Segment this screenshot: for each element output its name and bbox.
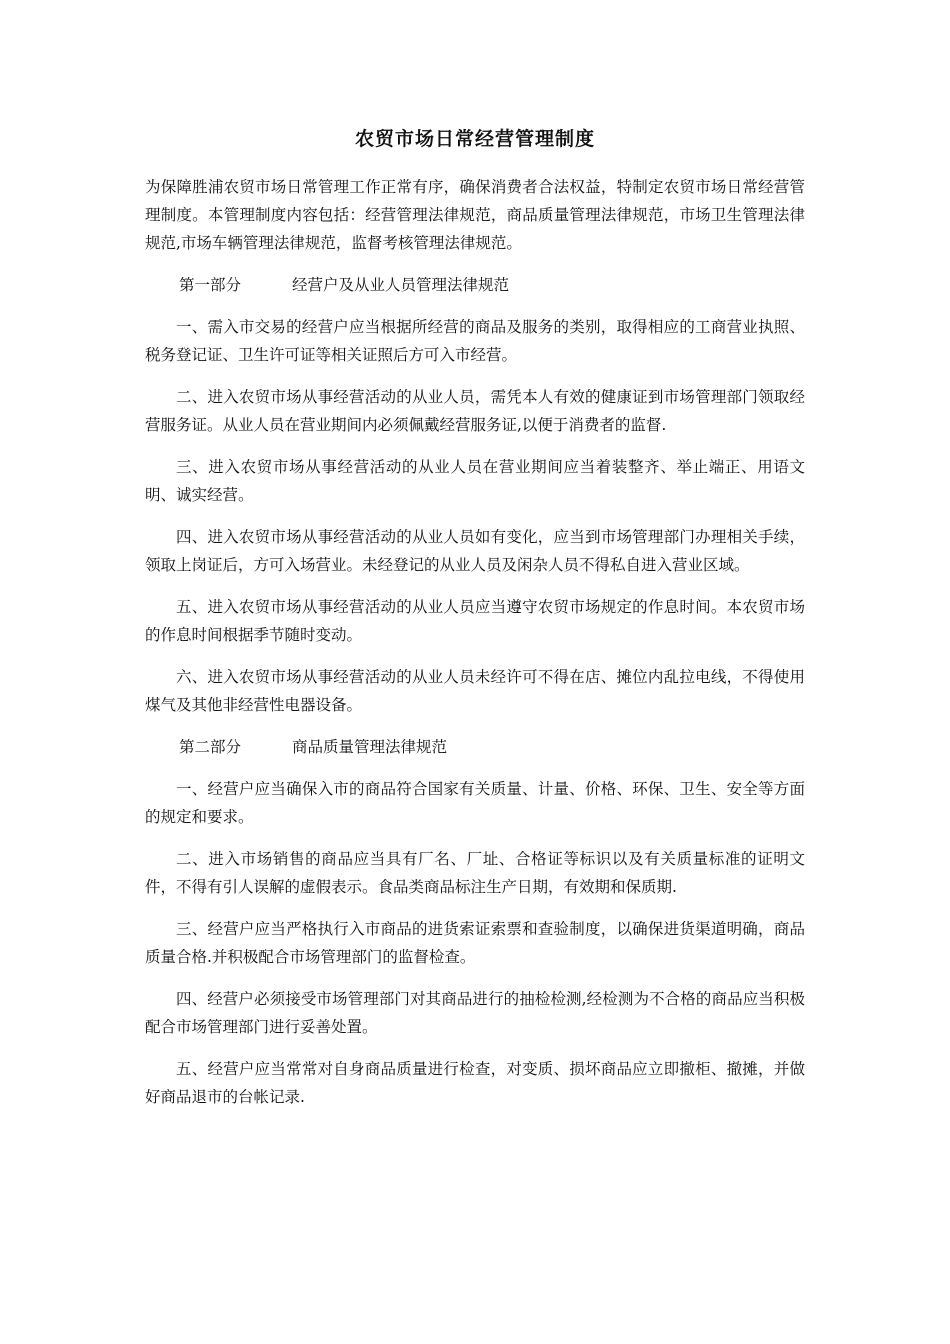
section-2-item-2: 二、进入市场销售的商品应当具有厂名、厂址、合格证等标识以及有关质量标准的证明文件，不得有引人误解的虚假表示。食品类商品标注生产日期，有效期和保质期.: [145, 850, 805, 896]
section-number: 第二部分: [179, 738, 242, 756]
document-title: 农贸市场日常经营管理制度: [354, 128, 595, 150]
section-1-item-2: 二、进入农贸市场从事经营活动的从业人员，需凭本人有效的健康证到市场管理部门领取经营服务证。从业人员在营业期间内必须佩戴经营服务证,以便于消费者的监督.: [145, 388, 805, 434]
document-page: [145, 112, 805, 1125]
intro-paragraph: 为保障胜浦农贸市场日常管理工作正常有序，确保消费者合法权益，特制定农贸市场日常经营管理制度。本管理制度内容包括：经营管理法律规范，商品质量管理法律规范，市场卫生管理法律规范,市场车辆管理法律规范，监督考核管理法律规范。: [145, 178, 805, 252]
section-title: 商品质量管理法律规范: [292, 738, 448, 756]
section-heading-1: [145, 271, 805, 299]
section-title: 经营户及从业人员管理法律规范: [292, 276, 510, 294]
section-1-item-4: 四、进入农贸市场从事经营活动的从业人员如有变化，应当到市场管理部门办理相关手续，领取上岗证后，方可入场营业。未经登记的从业人员及闲杂人员不得私自进入营业区域。: [145, 528, 805, 574]
section-number: 第一部分: [179, 276, 242, 294]
section-2-item-1: 一、经营户应当确保入市的商品符合国家有关质量、计量、价格、环保、卫生、安全等方面的规定和要求。: [145, 780, 805, 826]
section-1-item-1: 一、需入市交易的经营户应当根据所经营的商品及服务的类别，取得相应的工商营业执照、税务登记证、卫生许可证等相关证照后方可入市经营。: [145, 318, 805, 364]
section-2-item-3: 三、经营户应当严格执行入市商品的进货索证索票和查验制度，以确保进货渠道明确，商品质量合格.并积极配合市场管理部门的监督检查。: [145, 920, 805, 966]
section-1-item-3: 三、进入农贸市场从事经营活动的从业人员在营业期间应当着装整齐、举止端正、用语文明、诚实经营。: [145, 458, 805, 504]
section-1-item-5: 五、进入农贸市场从事经营活动的从业人员应当遵守农贸市场规定的作息时间。本农贸市场的作息时间根据季节随时变动。: [145, 598, 805, 644]
section-1-item-6: 六、进入农贸市场从事经营活动的从业人员未经许可不得在店、摊位内乱拉电线，不得使用煤气及其他非经营性电器设备。: [145, 668, 805, 714]
section-2-item-4: 四、经营户必须接受市场管理部门对其商品进行的抽检检测,经检测为不合格的商品应当积极配合市场管理部门进行妥善处置。: [145, 990, 805, 1036]
section-heading-2: [145, 733, 805, 761]
section-2-item-5: 五、经营户应当常常对自身商品质量进行检查，对变质、损坏商品应立即撤柜、撤摊，并做好商品退市的台帐记录.: [145, 1060, 805, 1106]
